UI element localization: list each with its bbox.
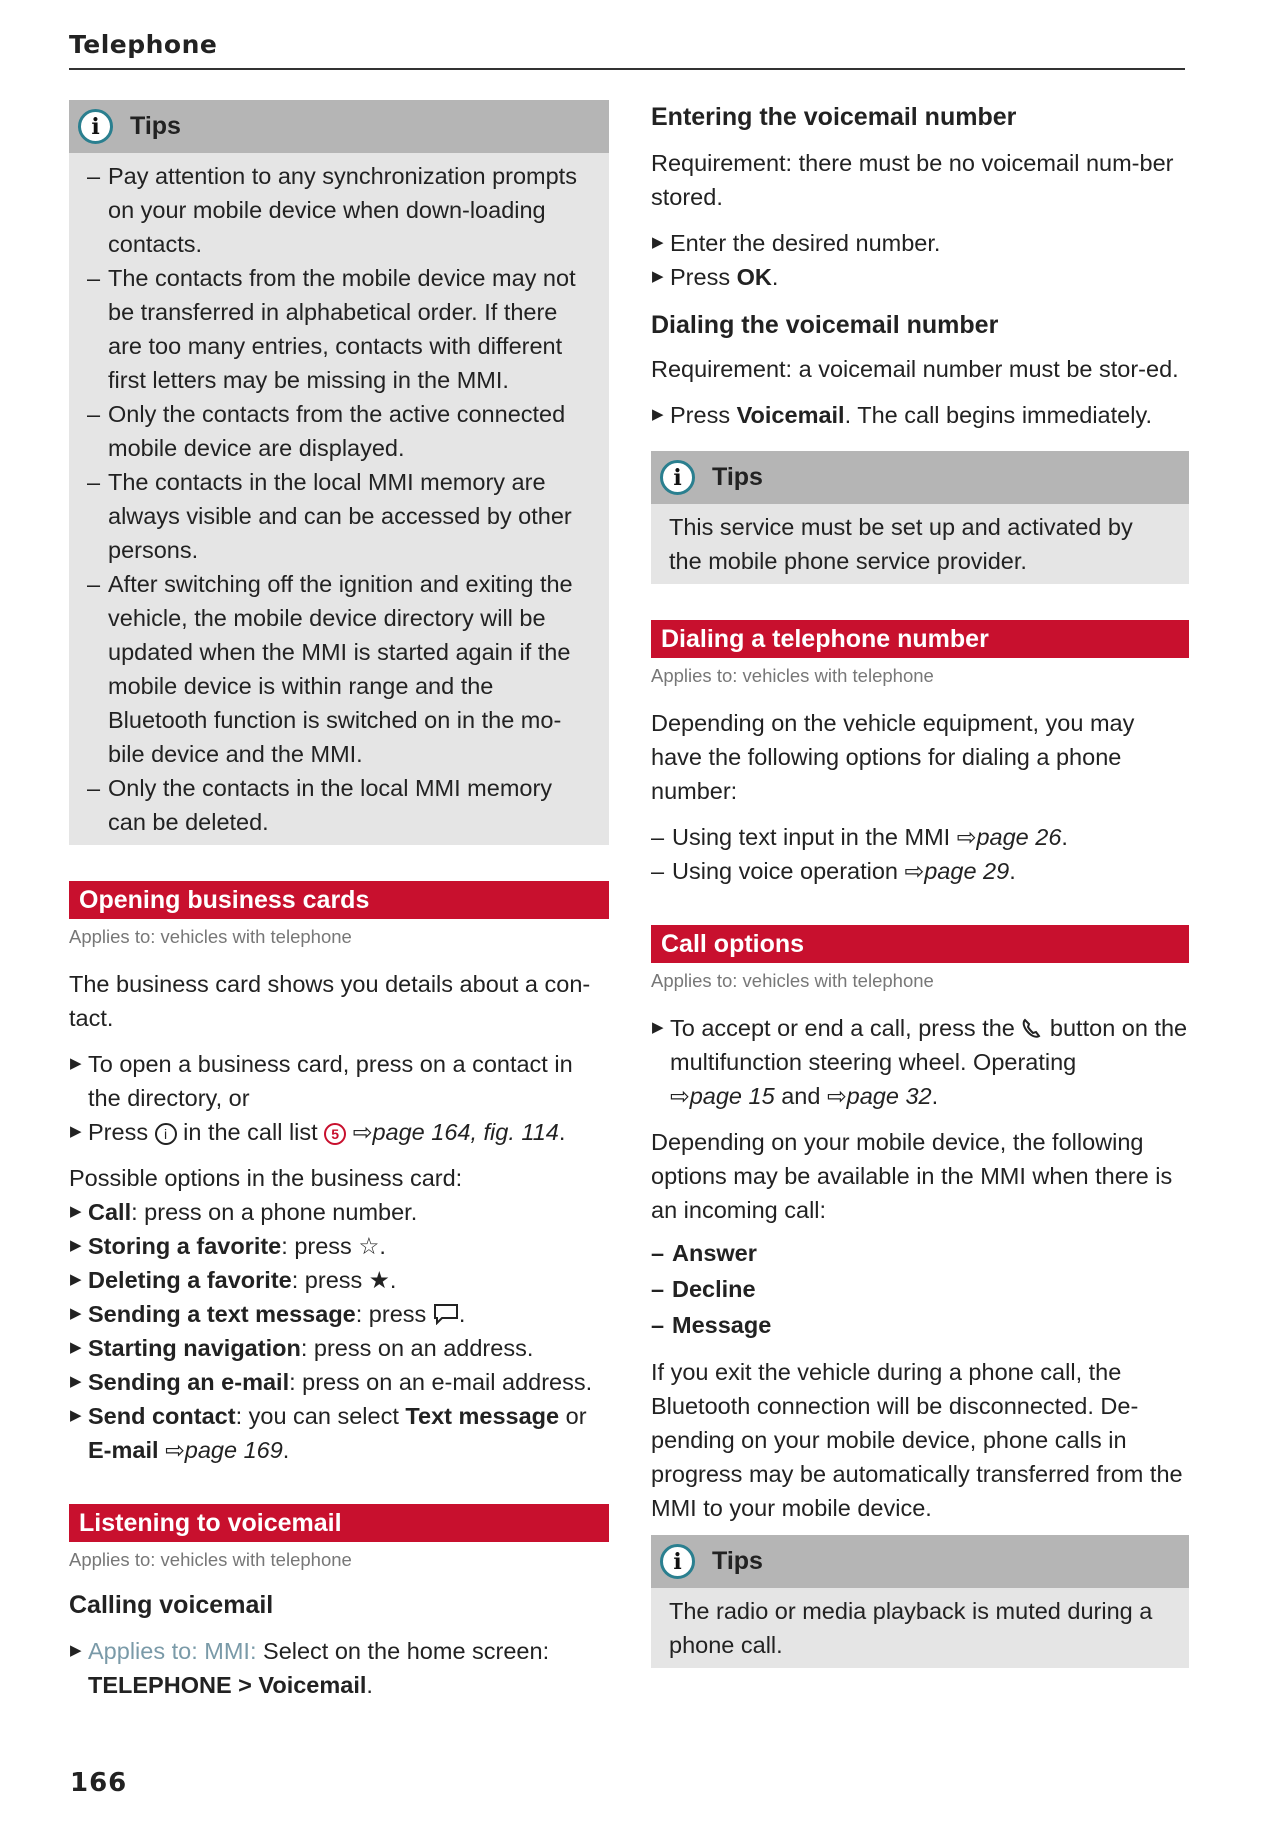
option-email: ▶ Sending an e-mail: press on an e-mail address. <box>70 1369 593 1395</box>
section-call-options <box>651 925 1189 1525</box>
step-item: ▶ To open a business card, press on a contact in the directory, or <box>70 1051 573 1111</box>
option-call: ▶ Call: press on a phone number. <box>70 1199 418 1225</box>
step-item: ▶ Press Voicemail. The call begins immediately. <box>652 402 1152 428</box>
step-item: ▶ Press OK. <box>652 264 779 290</box>
page-ref: page 169 <box>184 1437 283 1463</box>
callout-number: 5 <box>324 1123 346 1145</box>
applies-to: Applies to: vehicles with telephone <box>651 970 934 991</box>
tips-body <box>651 504 1189 584</box>
tips-label: Tips <box>130 112 181 140</box>
section-business-cards <box>69 881 609 1467</box>
call-options-intro: Depending on your mobile device, the following options may be available in the MMI when there is an incoming call: <box>651 1129 1173 1223</box>
tips-header <box>651 451 1189 504</box>
tip-item: – Pay attention to any synchronization prompts on your mobile device when down-loading contacts. <box>87 163 577 257</box>
page-ref-arrow-icon: ⇨ <box>904 858 925 884</box>
right-column <box>651 100 1189 1668</box>
info-icon: i <box>660 460 695 495</box>
tips-body <box>651 1588 1189 1668</box>
info-icon: i <box>660 1544 695 1579</box>
tips-header <box>69 100 609 153</box>
section-title: Listening to voicemail <box>69 1504 609 1542</box>
applies-to: Applies to: vehicles with telephone <box>651 665 934 686</box>
option-send-contact: ▶ Send contact: you can select Text message or E-mail ⇨page 169. <box>70 1403 587 1463</box>
call-option-message: – Message <box>651 1312 772 1338</box>
page-ref: page 15 <box>689 1083 775 1109</box>
info-button-icon: i <box>155 1123 177 1145</box>
option-navigation: ▶ Starting navigation: press on an address. <box>70 1335 534 1361</box>
tips-header <box>651 1535 1189 1588</box>
dialing-intro: Depending on the vehicle equipment, you may have the following options for dialing a phone number: <box>651 710 1135 804</box>
tips-box-service <box>651 451 1189 584</box>
header-divider <box>69 68 1185 70</box>
bluetooth-disconnect-text: If you exit the vehicle during a phone call, the Bluetooth connection will be disconnected. De-pending on your mobile device, phone calls in progress may be automatically transferred from the MMI to your mobile device. <box>651 1359 1183 1521</box>
page-ref: page 29 <box>924 858 1010 884</box>
calling-voicemail-heading: Calling voicemail <box>69 1591 274 1619</box>
page-ref: page 32 <box>846 1083 932 1109</box>
step-item: ▶ Press i in the call list 5 ⇨page 164, fig. 114. <box>70 1119 566 1145</box>
dialing-requirement: Requirement: a voicemail number must be stor-ed. <box>651 356 1179 382</box>
star-filled-icon: ★ <box>368 1267 390 1293</box>
step-item: ▶ Applies to: MMI: Select on the home screen: TELEPHONE > Voicemail. <box>70 1638 550 1698</box>
page-ref: page 164, fig. 114 <box>372 1119 559 1145</box>
dialing-option: – Using text input in the MMI ⇨page 26. <box>651 824 1068 850</box>
dialing-option: – Using voice operation ⇨page 29. <box>651 858 1016 884</box>
tips-box-muted <box>651 1535 1189 1668</box>
section-title: Call options <box>651 925 1189 963</box>
call-option-decline: – Decline <box>651 1276 756 1302</box>
applies-to: Applies to: vehicles with telephone <box>69 1549 352 1570</box>
page-ref-arrow-icon: ⇨ <box>670 1083 690 1109</box>
tip-item: – Only the contacts in the local MMI memory can be deleted. <box>87 775 553 835</box>
section-title: Opening business cards <box>69 881 609 919</box>
options-intro: Possible options in the business card: <box>69 1165 463 1191</box>
call-option-answer: – Answer <box>651 1240 757 1266</box>
left-column <box>69 100 609 1702</box>
business-intro: The business card shows you details about a con-tact. <box>69 971 591 1031</box>
dialing-voicemail-heading: Dialing the voicemail number <box>651 311 999 339</box>
tips-label: Tips <box>712 463 763 491</box>
tips-body <box>69 153 609 845</box>
page-header: Telephone <box>69 30 218 59</box>
section-voicemail <box>69 1504 609 1702</box>
step-item: ▶ To accept or end a call, press the button on the multifunction steering wheel. Operating ⇨page 15 and ⇨page 32. <box>652 1015 1188 1109</box>
section-title: Dialing a telephone number <box>651 620 1189 658</box>
applies-to: Applies to: vehicles with telephone <box>69 926 352 947</box>
tip-item: – The contacts in the local MMI memory are always visible and can be accessed by other persons. <box>87 469 572 563</box>
option-text-message: ▶ Sending a text message: press . <box>70 1301 466 1327</box>
page-ref-arrow-icon: ⇨ <box>956 824 977 850</box>
tip-item: – The contacts from the mobile device may not be transferred in alphabetical order. If there are too many entries, contacts with different first letters may be missing in the MMI. <box>87 265 576 393</box>
tip-item: – Only the contacts from the active connected mobile device are displayed. <box>87 401 566 461</box>
section-dialing-number <box>651 620 1189 888</box>
step-item: ▶ Enter the desired number. <box>652 230 941 256</box>
tips-box-contacts <box>69 100 609 845</box>
page-ref: page 26 <box>976 824 1062 850</box>
entering-voicemail-heading: Entering the voicemail number <box>651 103 1017 131</box>
tips-label: Tips <box>712 1547 763 1575</box>
info-icon: i <box>78 109 113 144</box>
page-ref-arrow-icon: ⇨ <box>826 1083 847 1109</box>
tips-text: The radio or media playback is muted during a phone call. <box>669 1598 1153 1658</box>
tips-text: This service must be set up and activated by the mobile phone service provider. <box>669 514 1133 574</box>
page-ref-arrow-icon: ⇨ <box>352 1119 373 1145</box>
page-number: 166 <box>70 1768 128 1798</box>
tip-item: – After switching off the ignition and exiting the vehicle, the mobile device directory will be updated when the MMI is started again if the mobile device is within range and the Bluetooth function is switched on in the mo-bile device and the MMI. <box>87 571 573 767</box>
option-store-favorite: ▶ Storing a favorite: press ☆. <box>70 1233 386 1259</box>
entering-requirement: Requirement: there must be no voicemail num-ber stored. <box>651 150 1174 210</box>
page-ref-arrow-icon: ⇨ <box>165 1437 185 1463</box>
speech-bubble-icon <box>433 1303 459 1325</box>
option-delete-favorite: ▶ Deleting a favorite: press ★. <box>70 1267 397 1293</box>
star-outline-icon: ☆ <box>358 1233 380 1259</box>
phone-handset-icon <box>1021 1017 1043 1039</box>
